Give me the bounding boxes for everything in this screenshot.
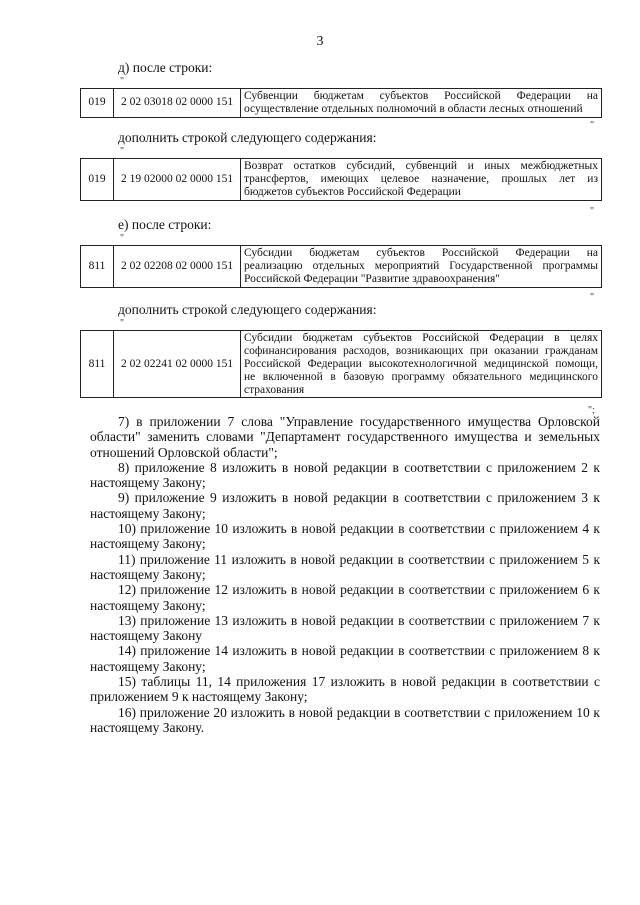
row-text-line: реализацию отдельных мероприятий Государственной программы	[244, 259, 598, 272]
row-code: 811	[81, 331, 114, 398]
quote-open: "	[120, 76, 125, 87]
table-row	[80, 245, 602, 288]
table-row	[80, 158, 602, 201]
row-text-line: бюджетов субъектов Российской Федерации	[244, 185, 461, 198]
row-text-line: софинансирования расходов, возникающих при оказании гражданам	[244, 344, 598, 357]
amendment-list	[90, 414, 600, 735]
quote-close-final: ";	[588, 405, 595, 416]
table-row	[80, 330, 602, 398]
row-kbk: 2 02 02208 02 0000 151	[114, 246, 241, 288]
section-label-add-2: дополнить строкой следующего содержания:	[118, 302, 377, 317]
list-item: 13) приложение 13 изложить в новой редакции в соответствии с приложением 7 к настоящему Закону	[90, 612, 600, 644]
row-description	[241, 159, 602, 201]
row-text-line: Субвенции бюджетам субъектов Российской Федерации на	[244, 90, 598, 102]
list-item: 10) приложение 10 изложить в новой редакции в соответствии с приложением 4 к настоящему Закону;	[90, 521, 600, 552]
row-kbk: 2 02 02241 02 0000 151	[114, 331, 241, 398]
row-text-line: трансфертов, имеющих целевое назначение, прошлых лет из	[244, 172, 598, 185]
row-kbk: 2 02 03018 02 0000 151	[114, 89, 241, 118]
list-item: 16) приложение 20 изложить в новой редакции в соответствии с приложением 10 к настоящему Закону.	[90, 704, 600, 735]
row-text-line: Российской Федерации высокотехнологичной медицинской помощи,	[244, 357, 598, 370]
list-item: 8) приложение 8 изложить в новой редакции в соответствии с приложением 2 к настоящему Закону;	[90, 459, 600, 491]
quote-close: "	[590, 206, 595, 217]
row-description	[241, 331, 602, 398]
quote-close: "	[590, 292, 595, 303]
row-text-line: Возврат остатков субсидий, субвенций и иных межбюджетных	[244, 160, 598, 172]
list-item: 7) в приложении 7 слова "Управление государственного имущества Орловской области" заменить словами "Департамент государственного имущества и земельных отношений Орловской области";	[90, 414, 600, 460]
section-label-add-1: дополнить строкой следующего содержания:	[118, 130, 377, 145]
page-number: 3	[316, 34, 324, 49]
table-row	[80, 88, 602, 118]
list-item: 12) приложение 12 изложить в новой редакции в соответствии с приложением 6 к настоящему Закону;	[90, 582, 600, 613]
row-description	[241, 246, 602, 288]
row-kbk: 2 19 02000 02 0000 151	[114, 159, 241, 201]
row-text-line: Субсидии бюджетам субъектов Российской Федерации в целях	[244, 332, 598, 344]
list-item: 9) приложение 9 изложить в новой редакции в соответствии с приложением 3 к настоящему Закону;	[90, 490, 600, 521]
section-label-d: д) после строки:	[118, 60, 213, 75]
row-text-line: не включенной в базовую программу обязательного медицинского	[244, 370, 598, 383]
row-code: 019	[81, 89, 114, 118]
row-text-line: осуществление отдельных полномочий в области лесных отношений	[244, 102, 583, 115]
list-item: 15) таблицы 11, 14 приложения 17 изложить в новой редакции в соответствии с приложением 9 к настоящему Закону;	[90, 674, 600, 705]
row-code: 811	[81, 246, 114, 288]
row-code: 019	[81, 159, 114, 201]
section-label-e: е) после строки:	[118, 217, 212, 232]
quote-close: "	[590, 120, 595, 131]
list-item: 11) приложение 11 изложить в новой редакции в соответствии с приложением 5 к настоящему Закону;	[90, 551, 600, 582]
row-text-line: Субсидии бюджетам субъектов Российской Федерации на	[244, 247, 598, 259]
list-item: 14) приложение 14 изложить в новой редакции в соответствии с приложением 8 к настоящему Закону;	[90, 643, 600, 674]
quote-open: "	[120, 233, 125, 244]
row-description	[241, 89, 602, 118]
quote-open: "	[120, 318, 125, 329]
row-text-line: Российской Федерации "Развитие здравоохранения"	[244, 272, 500, 285]
quote-open: "	[120, 146, 125, 157]
row-text-line: страхования	[244, 383, 305, 396]
